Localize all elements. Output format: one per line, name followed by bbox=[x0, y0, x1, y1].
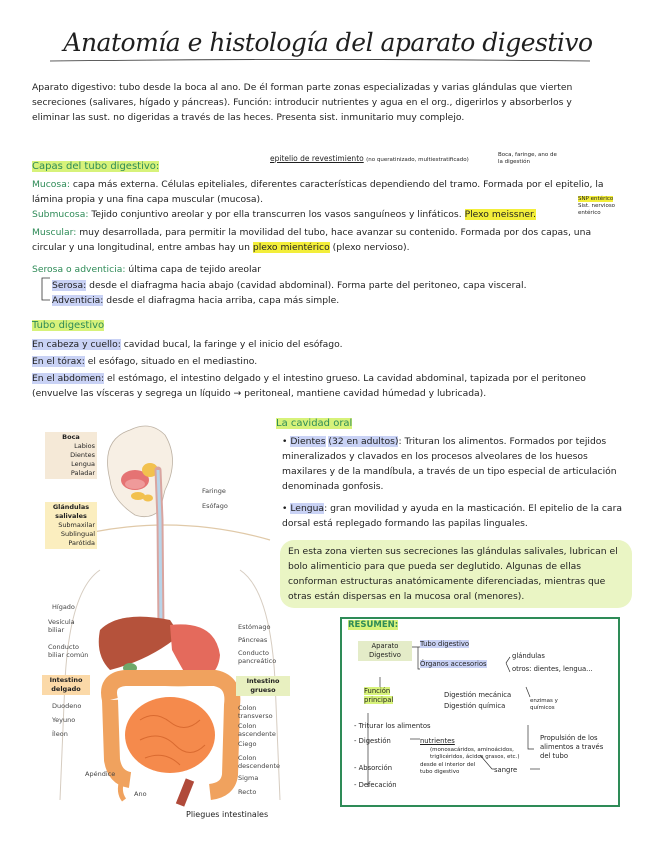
summary-nutrientes: nutrientes bbox=[420, 737, 455, 745]
summary-step-triturar: - Triturar los alimentos bbox=[354, 722, 431, 730]
label-esofago: Esófago bbox=[202, 502, 228, 510]
title-underline bbox=[50, 58, 590, 64]
adventicia-text: desde el diafragma hacia arriba, capa más simple. bbox=[106, 295, 340, 306]
epitelio-small-note: (no queratinizado, multiestratificado) bbox=[366, 157, 469, 163]
summary-connectors bbox=[340, 617, 616, 803]
summary-absorcion-detail: desde el interior del tubo digestivo bbox=[420, 762, 476, 775]
adventicia-label: Adventicia: bbox=[52, 295, 104, 306]
snp-note-detail: Sist. nervioso entérico bbox=[578, 203, 616, 216]
summary-step-defecacion: - Defecación bbox=[354, 781, 397, 789]
intestino-delgado-box bbox=[42, 675, 90, 695]
epitelio-note: epitelio de revestimiento (no queratinizado, multiestratificado) bbox=[270, 154, 469, 163]
glandula-submaxilar: Submaxilar bbox=[58, 521, 95, 529]
label-ileon: Íleon bbox=[52, 730, 68, 738]
muscular-item bbox=[32, 225, 622, 255]
intestino-grueso-box bbox=[236, 676, 290, 696]
label-faringe: Faringe bbox=[202, 487, 226, 495]
adventicia-subitem bbox=[52, 293, 612, 308]
mucosa-label: Mucosa: bbox=[32, 179, 70, 190]
label-yeyuno: Yeyuno bbox=[52, 716, 76, 724]
cavidad-oral-callout: En esta zona vierten sus secreciones las glándulas salivales, lubrican el bolo alimenticio para que pueda ser deglutido. Algunas de ellas conforman estructuras anatómicamente diferenciadas, mientras que otras están dispersas en la mucosa oral (menores). bbox=[280, 540, 632, 608]
summary-enzimas: enzimas y químicos bbox=[530, 698, 558, 711]
label-ano: Ano bbox=[134, 790, 147, 798]
diagram-caption: Pliegues intestinales bbox=[186, 810, 269, 819]
boca-item-lengua: Lengua bbox=[71, 460, 95, 468]
submucosa-item bbox=[32, 207, 592, 222]
label-recto: Recto bbox=[238, 788, 257, 796]
dientes-label: Dientes bbox=[290, 436, 326, 447]
capas-side-note: Boca, faringe, ano de la digestión bbox=[498, 152, 557, 165]
tubo-heading bbox=[32, 320, 104, 331]
snp-note: SNP entérico Sist. nervioso entérico bbox=[578, 196, 616, 216]
label-conducto-biliar: Conducto biliar común bbox=[48, 643, 89, 659]
summary-funcion: Función principal bbox=[364, 687, 394, 704]
submucosa-label: Submucosa: bbox=[32, 209, 89, 220]
muscular-text-end: (plexo nervioso). bbox=[332, 242, 410, 253]
serosa-heading-item bbox=[32, 262, 622, 277]
label-estomago: Estómago bbox=[238, 623, 271, 631]
tubo-abdomen-label: En el abdomen: bbox=[32, 373, 105, 384]
label-apendice: Apéndice bbox=[85, 770, 116, 778]
serosa-sublabel: Serosa: bbox=[52, 280, 87, 291]
muscular-text: muy desarrollada, para permitir la movilidad del tubo, hace avanzar su contenido. Formada por dos capas, una circular y una longitudinal, entre ambas hay un bbox=[32, 227, 592, 253]
summary-acc-otros: otros: dientes, lengua... bbox=[512, 665, 593, 673]
summary-title: RESUMEN: bbox=[348, 620, 399, 630]
tubo-cabeza-text: cavidad bucal, la faringe y el inicio del esófago. bbox=[123, 339, 343, 350]
page-title: Anatomía e histología del aparato digestivo bbox=[63, 28, 593, 57]
dientes-text: : Trituran los alimentos. Formados por tejidos mineralizados y clavados en los procesos alveolares de los huesos maxilares y de la mandíbula, a través de un tipo especial de articulación denominada gonfosis. bbox=[282, 436, 617, 492]
lengua-item: • Lengua: gran movilidad y ayuda en la masticación. El epitelio de la cara dorsal está replegado formando las papilas linguales. bbox=[282, 503, 622, 529]
summary-step-digestion: - Digestión bbox=[354, 737, 391, 745]
tubo-torax-label: En el tórax: bbox=[32, 356, 85, 367]
capas-heading bbox=[32, 161, 159, 172]
plexo-mienterico-highlight: plexo mientérico bbox=[252, 242, 330, 253]
label-sigma: Sigma bbox=[238, 774, 259, 782]
glandulas-title: Glándulas salivales bbox=[52, 503, 90, 520]
serosa-bracket bbox=[38, 276, 52, 302]
glandulas-box bbox=[45, 502, 97, 549]
intestino-grueso-title: Intestino grueso bbox=[246, 677, 280, 694]
tubo-abdomen-item bbox=[32, 371, 622, 401]
muscular-label: Muscular: bbox=[32, 227, 77, 238]
mucosa-item bbox=[32, 177, 622, 207]
summary-digestion-quimica: Digestión química bbox=[444, 702, 506, 710]
summary-propulsion: Propulsión de los alimentos a través del tubo bbox=[540, 734, 604, 760]
summary-branch-tubo: Tubo digestivo bbox=[420, 640, 470, 648]
tubo-abdomen-text: el estómago, el intestino delgado y el intestino grueso. La cavidad abdominal, tapizada por el peritoneo (envuelve las vísceras y segrega un líquido → peritoneal, mantiene cavidad húmedad y lubricada). bbox=[32, 373, 586, 399]
cavidad-oral-heading bbox=[276, 418, 352, 429]
serosa-label: Serosa o adventicia: bbox=[32, 264, 126, 275]
boca-title: Boca bbox=[62, 433, 80, 441]
label-pancreas: Páncreas bbox=[238, 636, 268, 644]
plexo-meissner-highlight: Plexo meissner. bbox=[464, 209, 536, 220]
dientes-item: • Dientes (32 en adultos): Trituran los alimentos. Formados por tejidos mineralizados y clavados en los procesos alveolares de los huesos maxilares y de la mandíbula, a través de un tipo especial de articulación denominada gonfosis. bbox=[282, 436, 617, 492]
dientes-count: (32 en adultos) bbox=[328, 436, 399, 447]
label-vesicula: Vesícula biliar bbox=[48, 618, 75, 634]
intestino-delgado-title: Intestino delgado bbox=[49, 676, 83, 693]
summary-root: Aparato Digestivo bbox=[358, 641, 412, 661]
label-colon-ascendente: Colon ascendente bbox=[238, 722, 276, 738]
label-colon-transverso: Colon transverso bbox=[238, 704, 273, 720]
tubo-torax-item bbox=[32, 354, 622, 369]
lengua-text: : gran movilidad y ayuda en la masticación. El epitelio de la cara dorsal está replegado formando las papilas linguales. bbox=[282, 503, 622, 529]
serosa-subtext: desde el diafragma hacia abajo (cavidad abdominal). Forma parte del peritoneo, capa visceral. bbox=[89, 280, 527, 291]
glandula-sublingual: Sublingual bbox=[60, 530, 95, 538]
boca-box bbox=[45, 432, 97, 479]
cavidad-oral-title: La cavidad oral bbox=[276, 418, 353, 429]
capas-title: Capas del tubo digestivo: bbox=[32, 161, 160, 172]
summary-nutrientes-detail: (monosacáridos, aminoácidos, triglicéridos, ácidos grasos, etc.) bbox=[430, 747, 520, 760]
mucosa-text: capa más externa. Células epiteliales, diferentes características dependiendo del tramo. Formada por el epitelio, la lámina propia y una fina capa muscular (mucosa). bbox=[32, 179, 604, 205]
label-conducto-pancreatico: Conducto pancreático bbox=[238, 649, 277, 665]
label-duodeno: Duodeno bbox=[52, 702, 82, 710]
tubo-torax-text: el esófago, situado en el mediastino. bbox=[87, 356, 258, 367]
label-colon-descendente: Colon descendente bbox=[238, 754, 280, 770]
boca-item-dientes: Dientes bbox=[70, 451, 95, 459]
glandula-parotida: Parótida bbox=[68, 539, 95, 547]
serosa-text: última capa de tejido areolar bbox=[128, 264, 262, 275]
serosa-subitem bbox=[52, 278, 612, 293]
lengua-label: Lengua bbox=[290, 503, 325, 514]
summary-sangre: sangre bbox=[494, 766, 518, 774]
intro-paragraph: Aparato digestivo: tubo desde la boca al ano. De él forman parte zonas especializadas y varias glándulas que vierten secreciones (salivares, hígado y páncreas). Función: introducir nutrientes y agua en el org., digerirlos y absorberlos y eliminar las sust. no digeridas a través de las heces. Presenta sist. inmunitario muy complejo. bbox=[32, 82, 573, 123]
summary-branch-organos: Órganos accesorios bbox=[420, 660, 487, 668]
label-ciego: Ciego bbox=[238, 740, 257, 748]
boca-item-labios: Labios bbox=[74, 442, 95, 450]
summary-acc-glandulas: glándulas bbox=[512, 652, 545, 660]
tubo-cabeza-label: En cabeza y cuello: bbox=[32, 339, 121, 350]
label-higado: Hígado bbox=[52, 603, 75, 611]
summary-step-absorcion: - Absorción bbox=[354, 764, 393, 772]
submucosa-text: Tejido conjuntivo areolar y por ella transcurren los vasos sanguíneos y linfáticos. bbox=[91, 209, 462, 220]
summary-digestion-mecanica: Digestión mecánica bbox=[444, 691, 512, 699]
tubo-cabeza-item bbox=[32, 337, 622, 352]
boca-item-paladar: Paladar bbox=[70, 469, 95, 477]
tubo-title: Tubo digestivo bbox=[32, 320, 105, 331]
